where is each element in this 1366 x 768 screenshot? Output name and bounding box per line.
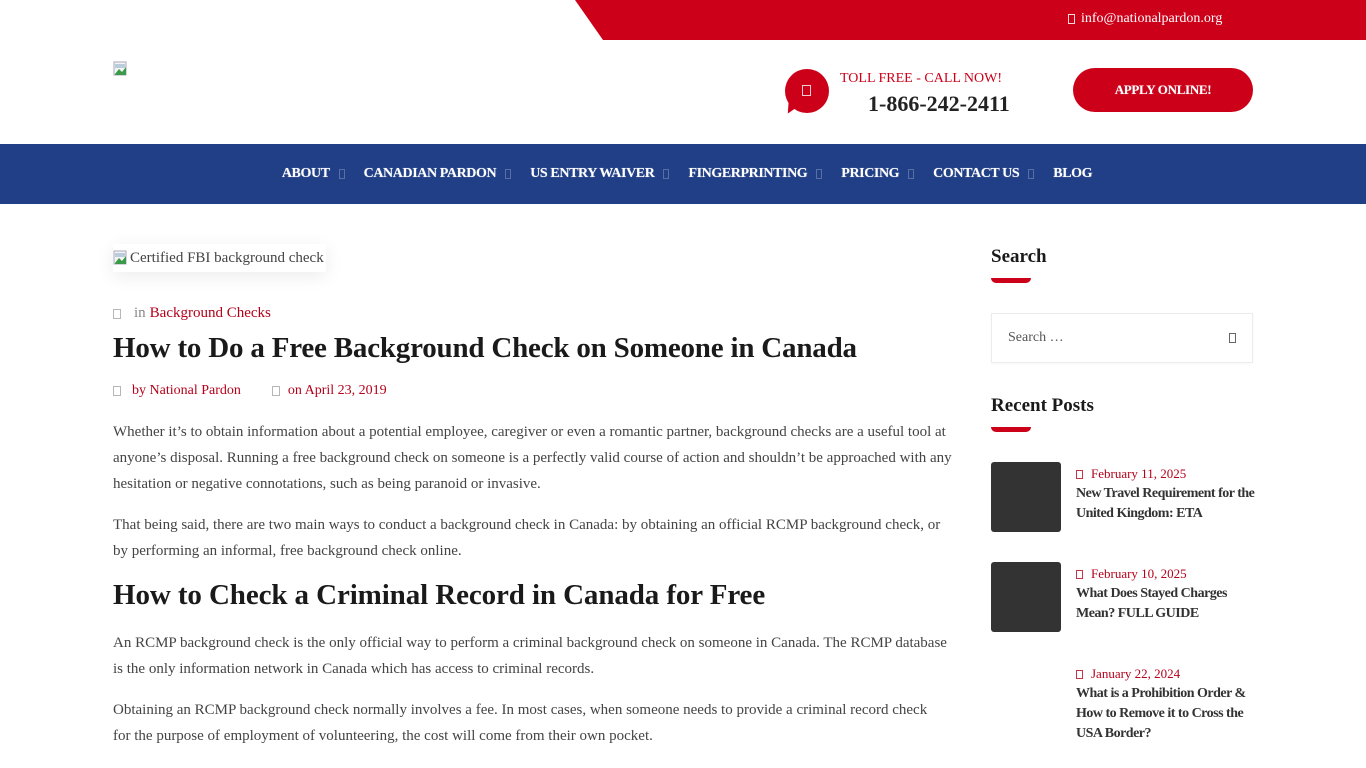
chevron-down-icon: [505, 169, 511, 179]
recent-post-date: [1076, 466, 1186, 482]
nav-label: CONTACT US: [933, 166, 1020, 181]
category-link[interactable]: Background Checks: [149, 305, 271, 321]
paragraph: Whether it’s to obtain information about a potential employee, caregiver or even a romantic partner, background checks are a useful tool at anyone’s disposal. Running a free background check on someone is a perfectly valid course of action and shouldn’t be approached with any hesitation or negative connotations, such as being paranoid or invasive.: [113, 424, 952, 492]
date-text: February 11, 2025: [1091, 466, 1187, 481]
recent-post-title[interactable]: What is a Prohibition Order & How to Remove it to Cross the USA Border?: [1076, 686, 1246, 741]
paragraph: Obtaining an RCMP background check normally involves a fee. In most cases, when someone needs to provide a criminal record check for the purpose of employment of volunteering, the cost will come from their own pocket.: [113, 702, 928, 744]
date-link[interactable]: on April 23, 2019: [287, 383, 387, 398]
paragraph: An RCMP background check is the only official way to perform a criminal background check on someone in Canada. The RCMP database is the only information network in Canada which has access to criminal records.: [113, 635, 947, 677]
category-prefix: in: [134, 305, 146, 321]
calendar-icon: [1076, 670, 1083, 679]
post-thumbnail[interactable]: [991, 462, 1061, 532]
email-link[interactable]: [1068, 11, 1222, 27]
site-header: [0, 40, 1366, 144]
recent-post-title[interactable]: What Does Stayed Charges Mean? FULL GUIDE: [1076, 586, 1227, 621]
envelope-icon: [1068, 14, 1075, 24]
section-heading: How to Check a Criminal Record in Canada for Free: [113, 579, 766, 611]
post-thumbnail[interactable]: [991, 562, 1061, 632]
call-bubble: [784, 69, 829, 115]
title-underline: [991, 278, 1031, 283]
chevron-down-icon: [908, 169, 914, 179]
search-icon[interactable]: [1229, 333, 1236, 343]
broken-image-icon: [113, 61, 129, 77]
nav-item-contact-us[interactable]: [933, 166, 1034, 182]
author-link[interactable]: by National Pardon: [132, 383, 241, 398]
phone-icon: [802, 85, 811, 96]
toll-free-label: TOLL FREE - CALL NOW!: [840, 71, 1003, 86]
recent-post[interactable]: [991, 562, 1253, 652]
paragraph: That being said, there are two main ways to conduct a background check in Canada: by obtaining an official RCMP background check, or by performing an informal, free background check online.: [113, 517, 941, 559]
main-nav: [0, 144, 1366, 204]
chevron-down-icon: [339, 169, 345, 179]
nav-label: BLOG: [1053, 166, 1093, 181]
date-text: January 22, 2024: [1091, 666, 1181, 681]
nav-label: ABOUT: [281, 166, 330, 181]
recent-post-date: [1076, 566, 1187, 582]
nav-item-about[interactable]: [282, 166, 345, 182]
top-bar-red-band: [575, 0, 1366, 40]
user-icon: [113, 386, 121, 396]
top-bar: [0, 0, 1366, 40]
calendar-icon: [1076, 470, 1083, 479]
search-form: [991, 313, 1253, 363]
nav-label: PRICING: [841, 166, 900, 181]
recent-post[interactable]: [991, 662, 1253, 768]
chevron-down-icon: [1028, 169, 1034, 179]
nav-label: CANADIAN PARDON: [363, 166, 497, 181]
nav-item-canadian-pardon[interactable]: [364, 166, 512, 182]
nav-label: US ENTRY WAIVER: [530, 166, 655, 181]
chevron-down-icon: [663, 169, 669, 179]
site-logo[interactable]: [113, 61, 129, 77]
nav-item-fingerprinting[interactable]: [688, 166, 822, 182]
apply-online-button[interactable]: APPLY ONLINE!: [1073, 68, 1253, 112]
calendar-icon: [1076, 570, 1083, 579]
folder-icon: [113, 309, 121, 319]
search-widget-title: Search: [991, 246, 1047, 267]
search-input[interactable]: [1008, 330, 1229, 346]
recent-post[interactable]: [991, 462, 1253, 552]
nav-item-blog[interactable]: [1053, 166, 1092, 182]
title-underline: [991, 427, 1031, 432]
recent-posts-title: Recent Posts: [991, 395, 1094, 416]
chevron-down-icon: [816, 169, 822, 179]
post-title: How to Do a Free Background Check on Someone in Canada: [113, 332, 857, 364]
nav-label: FINGERPRINTING: [688, 166, 808, 181]
recent-post-title[interactable]: New Travel Requirement for the United Kingdom: ETA: [1076, 486, 1255, 521]
nav-item-pricing[interactable]: [841, 166, 914, 182]
date-text: February 10, 2025: [1091, 566, 1187, 581]
featured-image-alt: Certified FBI background check: [130, 249, 324, 266]
broken-image-icon: [113, 250, 129, 266]
post-meta: [113, 383, 387, 399]
email-text: info@nationalpardon.org: [1081, 11, 1223, 26]
phone-number-link[interactable]: 1-866-242-2411: [868, 91, 1010, 116]
calendar-icon: [272, 386, 280, 396]
category-line: [113, 305, 271, 322]
recent-post-date: [1076, 666, 1180, 682]
nav-item-us-entry-waiver[interactable]: [530, 166, 669, 182]
featured-image: [113, 244, 326, 272]
